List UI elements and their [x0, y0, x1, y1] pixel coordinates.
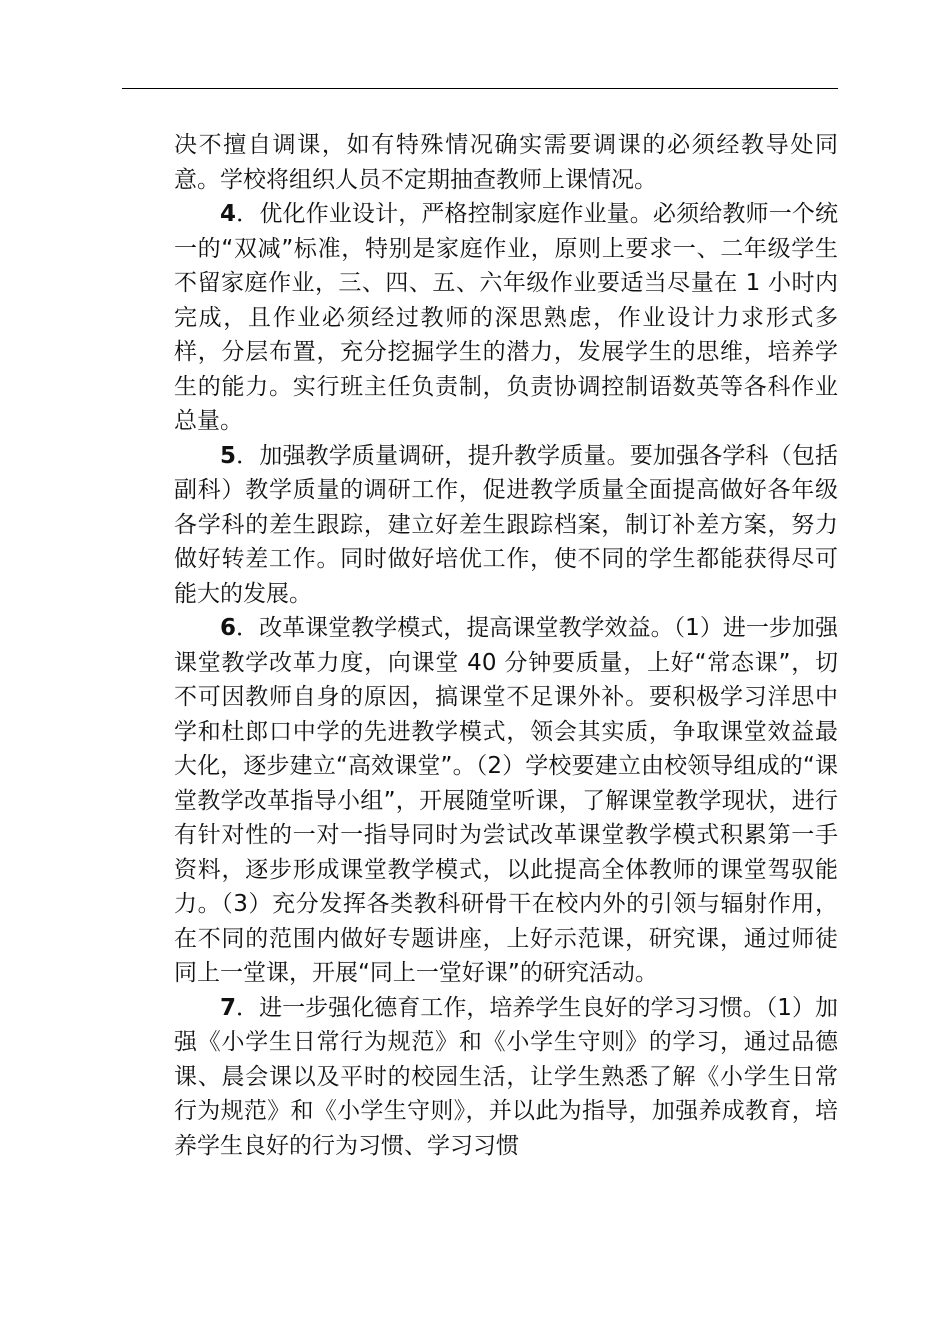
paragraph-item-7 — [174, 991, 838, 1164]
paragraph-item-4 — [174, 197, 838, 439]
paragraph-item-5 — [174, 439, 838, 612]
paragraph-number: 6 — [220, 615, 237, 641]
paragraph-continuation — [174, 128, 838, 197]
paragraph-text: 决不擅自调课，如有特殊情况确实需要调课的必须经教导处同意。学校将组织人员不定期抽查教师上课情况。 — [174, 132, 838, 193]
paragraph-text: ．优化作业设计，严格控制家庭作业量。必须给教师一个统一的“双减”标准，特别是家庭作业，原则上要求一、二年级学生不留家庭作业，三、四、五、六年级作业要适当尽量在 1 小时内完成，且作业必须经过教师的深思熟虑，作业设计力求形式多样，分层布置，充分挖掘学生的潜力，发展学生的思维，培养学生的能力。实行班主任负责制，负责协调控制语数英等各科作业总量。 — [174, 201, 838, 434]
paragraph-number: 7 — [220, 994, 237, 1021]
paragraph-text: ．加强教学质量调研，提升教学质量。要加强各学科（包括副科）教学质量的调研工作，促进教学质量全面提高做好各年级各学科的差生跟踪，建立好差生跟踪档案，制订补差方案，努力做好转差工作。同时做好培优工作，使不同的学生都能获得尽可能大的发展。 — [174, 442, 838, 607]
paragraph-number: 5 — [220, 442, 237, 469]
paragraph-text: ．进一步强化德育工作，培养学生良好的学习习惯。（1）加强《小学生日常行为规范》和《小学生守则》的学习，通过品德课、晨会课以及平时的校园生活，让学生熟悉了解《小学生日常行为规范》和《小学生守则》，并以此为指导，加强养成教育，培养学生良好的行为习惯、学习习惯 — [174, 994, 838, 1159]
paragraph-number: 4 — [220, 201, 237, 227]
paragraph-item-6 — [174, 611, 838, 991]
document-body — [174, 128, 838, 1163]
header-rule — [122, 88, 838, 89]
paragraph-text: ．改革课堂教学模式，提高课堂教学效益。（1）进一步加强课堂教学改革力度，向课堂 40 分钟要质量，上好“常态课”，切不可因教师自身的原因，搞课堂不足课外补。要积极学习洋思中学和杜郎口中学的先进教学模式，领会其实质，争取课堂效益最大化，逐步建立“高效课堂”。（2）学校要建立由校领导组成的“课堂教学改革指导小组”，开展随堂听课，了解课堂教学现状，进行有针对性的一对一指导同时为尝试改革课堂教学模式积累第一手资料，逐步形成课堂教学模式，以此提高全体教师的课堂驾驭能力。（3）充分发挥各类教科研骨干在校内外的引领与辐射作用，在不同的范围内做好专题讲座，上好示范课，研究课，通过师徒同上一堂课，开展“同上一堂好课”的研究活动。 — [174, 615, 838, 986]
